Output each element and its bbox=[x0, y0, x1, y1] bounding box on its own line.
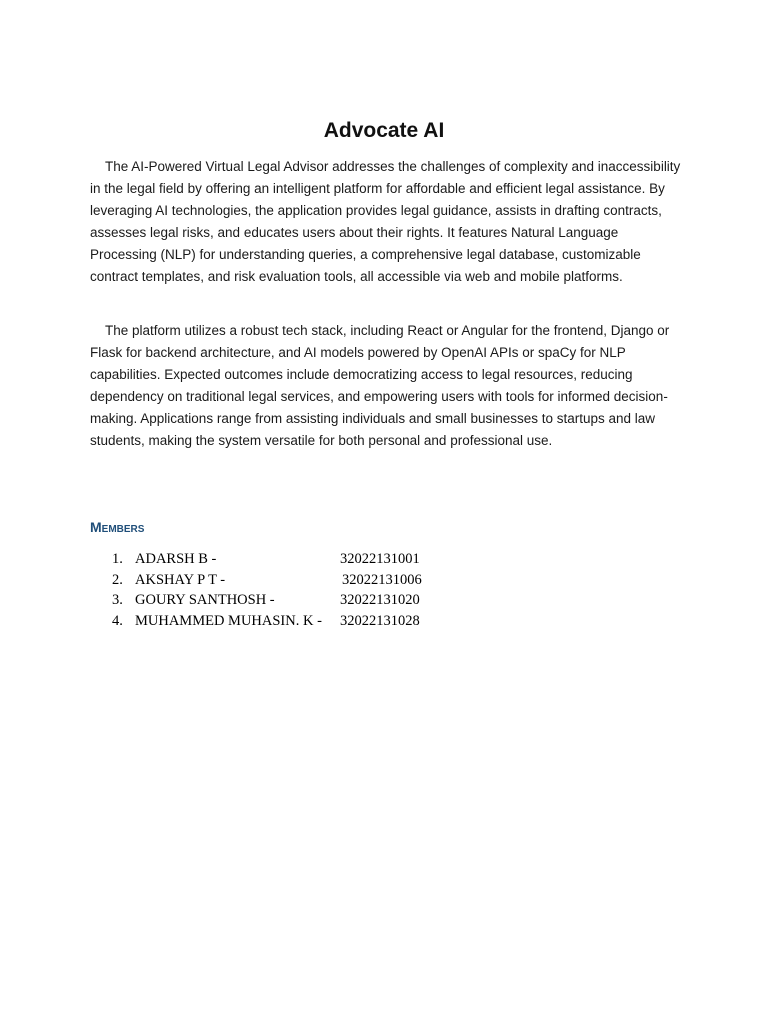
member-id: 32022131020 bbox=[340, 592, 420, 609]
member-id: 32022131001 bbox=[340, 551, 420, 567]
member-id: 32022131006 bbox=[342, 571, 422, 588]
member-name: MUHAMMED MUHASIN. K - bbox=[135, 613, 322, 630]
member-number: 4. bbox=[112, 613, 123, 630]
member-name: AKSHAY P T - bbox=[135, 571, 226, 588]
member-item bbox=[112, 611, 452, 632]
abstract-paragraph-2: The platform utilizes a robust tech stack, including React or Angular for the frontend, Django or Flask for backend architecture, and AI models powered by OpenAI APIs or spaCy for NLP capabilities. Expected outcomes include democratizing access to legal resources, reducing dependency on traditional legal services, and empowering users with tools for informed decision-making. Applications range from assisting individuals and small businesses to startups and law students, making the system versatile for both personal and professional use. bbox=[90, 323, 670, 448]
member-name: GOURY SANTHOSH - bbox=[135, 592, 275, 609]
member-number: 2. bbox=[112, 571, 123, 588]
document-title: Advocate AI bbox=[323, 119, 445, 142]
member-item bbox=[112, 590, 452, 611]
member-number: 3. bbox=[112, 592, 123, 609]
members-list bbox=[112, 549, 452, 632]
members-heading: Members bbox=[90, 519, 145, 535]
member-name: ADARSH B - bbox=[135, 551, 217, 567]
member-item bbox=[112, 549, 452, 570]
member-id: 32022131028 bbox=[340, 613, 420, 630]
member-number: 1. bbox=[112, 551, 123, 567]
abstract-paragraph-1: The AI-Powered Virtual Legal Advisor addresses the challenges of complexity and inaccessibility in the legal field by offering an intelligent platform for affordable and efficient legal assistance. By leveraging AI technologies, the application provides legal guidance, assists in drafting contracts, assesses legal risks, and educates users about their rights. It features Natural Language Processing (NLP) for understanding queries, a comprehensive legal database, customizable contract templates, and risk evaluation tools, all accessible via web and mobile platforms. bbox=[90, 159, 681, 284]
member-item bbox=[112, 570, 452, 591]
